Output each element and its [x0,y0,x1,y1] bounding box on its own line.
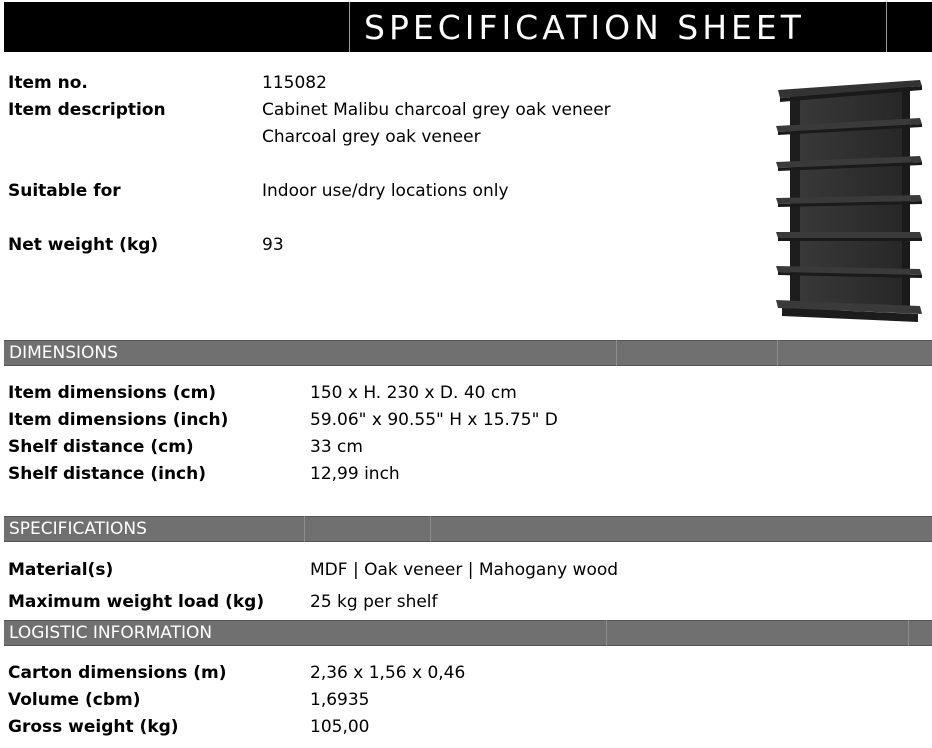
logistics-section-header [4,620,932,646]
dimensions-section-header [4,340,932,366]
band-divider [777,340,778,366]
specification-label: Material(s) [8,560,114,580]
logistic-value: 105,00 [310,717,370,737]
dimension-label: Item dimensions (cm) [8,383,217,403]
band-edge [4,340,932,341]
item-description-value-2: Charcoal grey oak veneer [262,127,481,147]
dimension-value: 12,99 inch [310,464,400,484]
logistic-value: 1,6935 [310,690,370,710]
dimensions-heading: DIMENSIONS [9,343,118,363]
dimension-value: 150 x H. 230 x D. 40 cm [310,383,517,403]
logistics-heading: LOGISTIC INFORMATION [9,623,213,643]
net-weight-label: Net weight (kg) [8,235,159,255]
suitable-for-label: Suitable for [8,181,121,201]
item-no-label: Item no. [8,73,88,93]
logistic-label: Volume (cbm) [8,690,141,710]
item-description-label: Item description [8,100,166,120]
product-image [772,78,924,324]
logistic-value: 2,36 x 1,56 x 0,46 [310,663,466,683]
band-divider [606,620,607,646]
net-weight-value: 93 [262,235,284,255]
dimension-label: Item dimensions (inch) [8,410,229,430]
specification-label: Maximum weight load (kg) [8,592,265,612]
specification-value: 25 kg per shelf [310,592,438,612]
page-title: SPECIFICATION SHEET [364,8,805,47]
dimension-label: Shelf distance (cm) [8,437,194,457]
bookshelf-cabinet-icon [772,78,924,324]
dimension-value: 59.06" x 90.55" H x 15.75" D [310,410,558,430]
logistic-label: Carton dimensions (m) [8,663,227,683]
item-no-value: 115082 [262,73,327,93]
dimension-value: 33 cm [310,437,363,457]
header-divider [886,2,887,52]
dimension-label: Shelf distance (inch) [8,464,207,484]
header-bar [4,2,932,52]
logistic-label: Gross weight (kg) [8,717,179,737]
band-divider [616,340,617,366]
specifications-section-header [4,516,932,542]
suitable-for-value: Indoor use/dry locations only [262,181,509,201]
band-divider [304,516,305,542]
band-divider [908,620,909,646]
specification-value: MDF | Oak veneer | Mahogany wood [310,560,619,580]
band-edge [4,365,932,366]
item-description-value: Cabinet Malibu charcoal grey oak veneer [262,100,611,120]
band-divider [430,516,431,542]
header-divider [349,2,350,52]
specifications-heading: SPECIFICATIONS [9,519,147,539]
